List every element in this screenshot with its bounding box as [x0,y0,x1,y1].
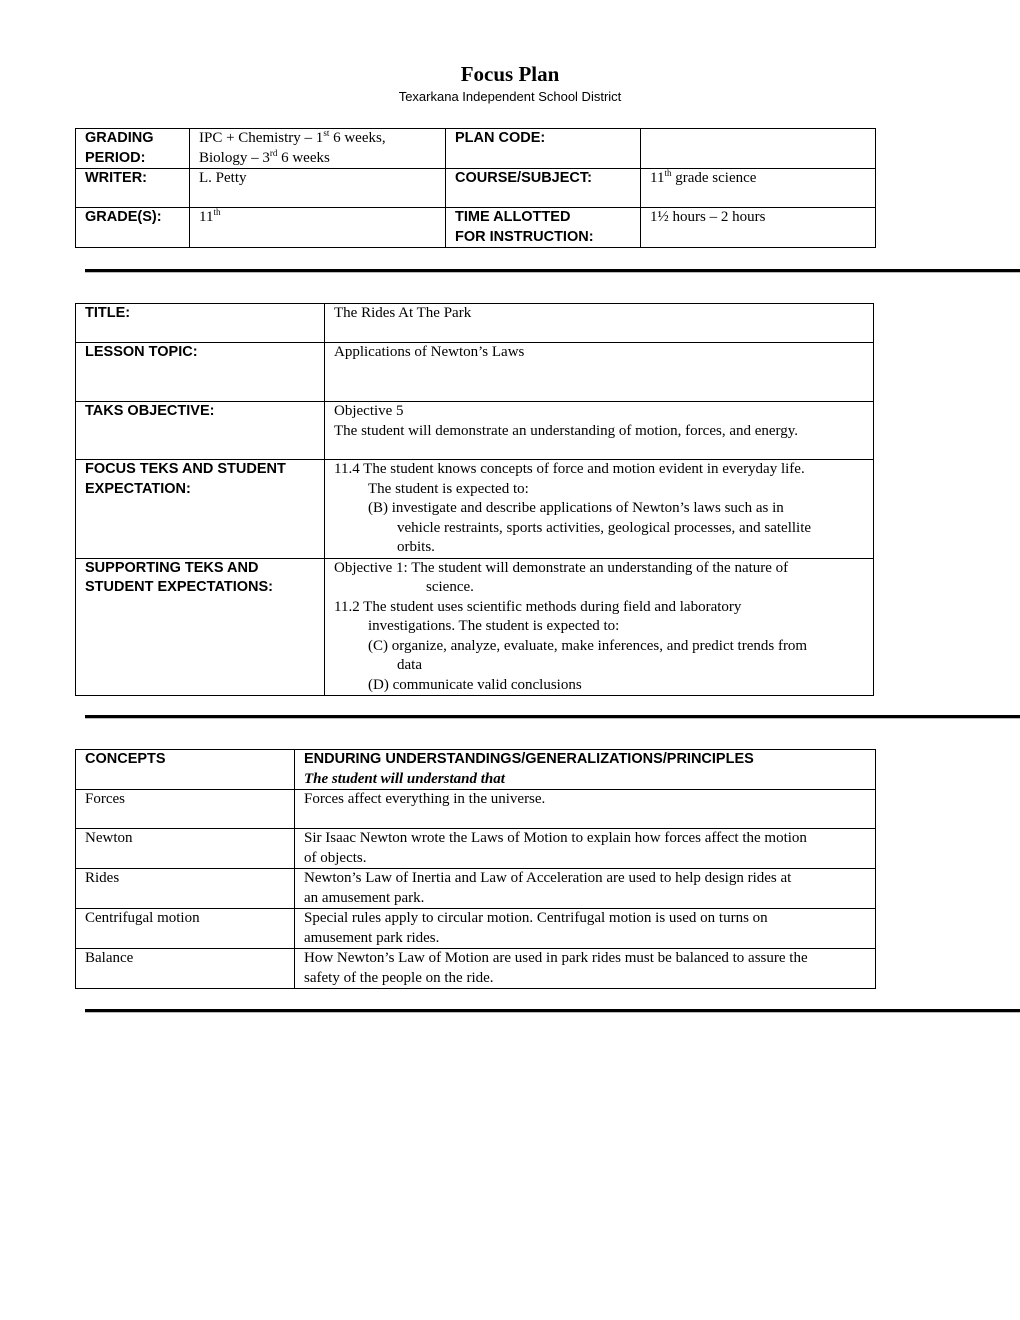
concept-cell: Balance [76,949,295,989]
title-value: The Rides At The Park [325,304,874,343]
district-name: Texarkana Independent School District [398,89,622,104]
supporting-teks-value: Objective 1: The student will demonstrate an understanding of the nature of science. 11.2 The student uses scientific methods during field and laboratory investigations. The student is expected to: (C) organize, analyze, evaluate, make inferences, and predict trends from data (D) communicate valid conclusions [325,558,874,696]
understanding-cell: Special rules apply to circular motion. Centrifugal motion is used on turns on amusement park rides. [295,909,876,949]
table-row [76,829,876,869]
plan-code-label: PLAN CODE: [446,129,641,169]
table-row [76,869,876,909]
lesson-topic-label: LESSON TOPIC: [76,343,325,402]
concepts-header: CONCEPTS [76,750,295,790]
title-label: TITLE: [76,304,325,343]
course-subject-value: 11th grade science [641,169,876,208]
info-table [75,128,876,248]
course-subject-label: COURSE/SUBJECT: [446,169,641,208]
grades-value: 11th [190,208,446,248]
supporting-teks-label: SUPPORTING TEKS AND STUDENT EXPECTATIONS: [76,558,325,696]
focus-teks-value: 11.4 The student knows concepts of force and motion evident in everyday life. The student is expected to: (B) investigate and describe applications of Newton’s laws such as in vehicle restraints, sports activities, geological processes, and satellite orbits. [325,460,874,559]
understandings-header: ENDURING UNDERSTANDINGS/GENERALIZATIONS/PRINCIPLES The student will understand that [295,750,876,790]
understanding-cell: Sir Isaac Newton wrote the Laws of Motion to explain how forces affect the motion of objects. [295,829,876,869]
table-row [76,790,876,829]
page-title: Focus Plan [460,62,560,86]
focus-teks-label: FOCUS TEKS AND STUDENT EXPECTATION: [76,460,325,559]
grading-period-label: GRADING PERIOD: [76,129,190,169]
section-divider [85,715,1020,718]
time-allotted-label: TIME ALLOTTED FOR INSTRUCTION: [446,208,641,248]
concept-cell: Rides [76,869,295,909]
section-divider [85,1009,1020,1012]
lesson-table [75,303,874,696]
understanding-cell: Newton’s Law of Inertia and Law of Acceleration are used to help design rides at an amusement park. [295,869,876,909]
lesson-topic-value: Applications of Newton’s Laws [325,343,874,402]
concept-cell: Centrifugal motion [76,909,295,949]
understanding-cell: Forces affect everything in the universe. [295,790,876,829]
grading-period-value: IPC + Chemistry – 1st 6 weeks, Biology – 3rd 6 weeks [190,129,446,169]
writer-value: L. Petty [190,169,446,208]
table-row [76,949,876,989]
time-allotted-value: 1½ hours – 2 hours [641,208,876,248]
writer-label: WRITER: [76,169,190,208]
grades-label: GRADE(S): [76,208,190,248]
concept-cell: Newton [76,829,295,869]
concept-cell: Forces [76,790,295,829]
taks-objective-value: Objective 5 The student will demonstrate an understanding of motion, forces, and energy. [325,402,874,460]
section-divider [85,269,1020,272]
taks-objective-label: TAKS OBJECTIVE: [76,402,325,460]
table-row [76,909,876,949]
concepts-table [75,749,876,989]
plan-code-value [641,129,876,169]
understanding-cell: How Newton’s Law of Motion are used in park rides must be balanced to assure the safety of the people on the ride. [295,949,876,989]
